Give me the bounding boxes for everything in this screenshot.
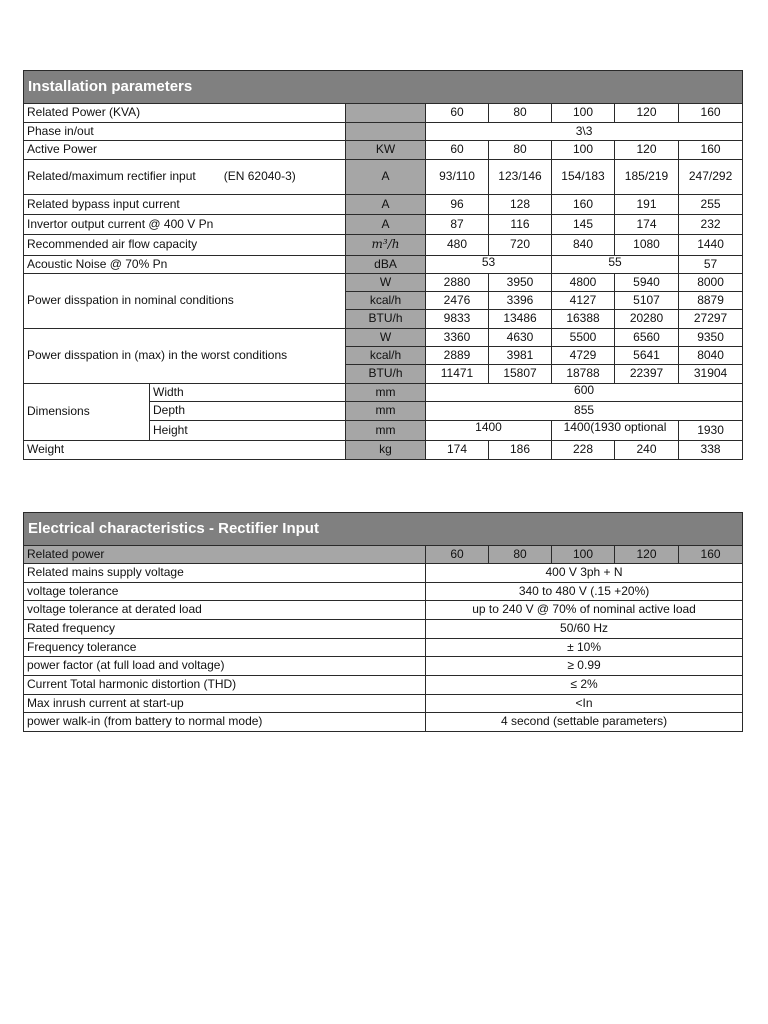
- unit-cell: mm: [346, 384, 426, 402]
- cell-value: 185/219: [615, 160, 679, 195]
- cell-value: 400 V 3ph + N: [426, 564, 743, 583]
- cell-value: 2880: [426, 274, 489, 292]
- cell-value: 720: [489, 235, 552, 256]
- cell-value: 160: [679, 104, 743, 123]
- cell-value: 174: [426, 441, 489, 460]
- unit-cell: W: [346, 274, 426, 292]
- row-label: power factor (at full load and voltage): [24, 657, 426, 676]
- cell-value: 120: [615, 546, 679, 564]
- table-row: [24, 601, 743, 620]
- unit-cell: mm: [346, 421, 426, 441]
- electrical-characteristics-table: [23, 512, 743, 732]
- row-label: Current Total harmonic distortion (THD): [24, 676, 426, 695]
- table-row: [24, 639, 743, 657]
- cell-value: 18788: [552, 365, 615, 384]
- bypass-current-row: [24, 195, 743, 215]
- related-power-row: [24, 104, 743, 123]
- cell-value: 4800: [552, 274, 615, 292]
- cell-value: 255: [679, 195, 743, 215]
- cell-value: 100: [552, 546, 615, 564]
- unit-cell: A: [346, 160, 426, 195]
- cell-value: 11471: [426, 365, 489, 384]
- table-row: [24, 620, 743, 639]
- table-row: [24, 676, 743, 695]
- cell-value: 6560: [615, 329, 679, 347]
- cell-value: 191: [615, 195, 679, 215]
- active-power-row: [24, 141, 743, 160]
- dimension-width-row: [24, 384, 743, 402]
- cell-value: ≥ 0.99: [426, 657, 743, 676]
- cell-value: 4127: [552, 292, 615, 310]
- row-label: Related mains supply voltage: [24, 564, 426, 583]
- cell-value: 1080: [615, 235, 679, 256]
- cell-value: 840: [552, 235, 615, 256]
- cell-value: ≤ 2%: [426, 676, 743, 695]
- cell-value: 96: [426, 195, 489, 215]
- cell-value: 80: [489, 546, 552, 564]
- cell-value: 3360: [426, 329, 489, 347]
- cell-value: 5500: [552, 329, 615, 347]
- electrical-characteristics-title: Electrical characteristics - Rectifier Input: [24, 513, 743, 546]
- noise-row: [24, 256, 743, 274]
- cell-value: 116: [489, 215, 552, 235]
- cell-value: 228: [552, 441, 615, 460]
- cell-value: 16388: [552, 310, 615, 329]
- row-label: voltage tolerance at derated load: [24, 601, 426, 620]
- cell-value: 31904: [679, 365, 743, 384]
- row-label: Dimensions: [24, 384, 150, 441]
- cell-value: 338: [679, 441, 743, 460]
- sub-label: Depth: [150, 402, 346, 421]
- cell-value: 60: [426, 141, 489, 160]
- cell-value: 128: [489, 195, 552, 215]
- cell-value: 3981: [489, 347, 552, 365]
- row-label: Phase in/out: [24, 123, 346, 141]
- cell-value: 8879: [679, 292, 743, 310]
- cell-value: 57: [679, 256, 743, 274]
- cell-value: 186: [489, 441, 552, 460]
- cell-value: 4630: [489, 329, 552, 347]
- row-label: Related Power (KVA): [24, 104, 346, 123]
- row-label: [24, 160, 346, 195]
- cell-value: 160: [552, 195, 615, 215]
- unit-cell: BTU/h: [346, 365, 426, 384]
- cell-value: 8000: [679, 274, 743, 292]
- unit-cell: kcal/h: [346, 347, 426, 365]
- cell-value: 600: [426, 384, 743, 402]
- cell-value: 93/110: [426, 160, 489, 195]
- row-label: Power disspation in nominal conditions: [24, 274, 346, 329]
- cell-value: 4 second (settable parameters): [426, 713, 743, 732]
- cell-value: 27297: [679, 310, 743, 329]
- cell-value: 240: [615, 441, 679, 460]
- row-label: Related power: [24, 546, 426, 564]
- table-row: [24, 583, 743, 601]
- installation-parameters-title: Installation parameters: [24, 71, 743, 104]
- sub-label: Width: [150, 384, 346, 402]
- cell-value: 2889: [426, 347, 489, 365]
- row-label: voltage tolerance: [24, 583, 426, 601]
- row-label: power walk-in (from battery to normal mode): [24, 713, 426, 732]
- cell-value: 5107: [615, 292, 679, 310]
- row-label: Related bypass input current: [24, 195, 346, 215]
- cell-value: 5940: [615, 274, 679, 292]
- unit-cell: KW: [346, 141, 426, 160]
- rectifier-input-label: Related/maximum rectifier input: [27, 169, 196, 184]
- cell-value: 123/146: [489, 160, 552, 195]
- cell-value: 3950: [489, 274, 552, 292]
- cell-value: 8040: [679, 347, 743, 365]
- invertor-current-row: [24, 215, 743, 235]
- cell-value: 3\3: [426, 123, 743, 141]
- rectifier-input-row: [24, 160, 743, 195]
- row-label: Rated frequency: [24, 620, 426, 639]
- cell-value: 120: [615, 104, 679, 123]
- cell-value: 55: [552, 256, 679, 274]
- related-power-row: [24, 546, 743, 564]
- row-label: Power disspation in (max) in the worst conditions: [24, 329, 346, 384]
- dissipation-nominal-w-row: [24, 274, 743, 292]
- cell-value: 2476: [426, 292, 489, 310]
- cell-value: 22397: [615, 365, 679, 384]
- table-row: [24, 713, 743, 732]
- row-label: Recommended air flow capacity: [24, 235, 346, 256]
- cell-value: 20280: [615, 310, 679, 329]
- unit-cell: W: [346, 329, 426, 347]
- cell-value: 340 to 480 V (.15 +20%): [426, 583, 743, 601]
- cell-value: 100: [552, 141, 615, 160]
- cell-value: 480: [426, 235, 489, 256]
- cell-value: 232: [679, 215, 743, 235]
- cell-value: ± 10%: [426, 639, 743, 657]
- unit-cell: A: [346, 195, 426, 215]
- dissipation-max-w-row: [24, 329, 743, 347]
- row-label: Acoustic Noise @ 70% Pn: [24, 256, 346, 274]
- standard-note: (EN 62040-3): [223, 169, 296, 184]
- installation-parameters-table: [23, 70, 743, 460]
- row-label: Active Power: [24, 141, 346, 160]
- unit-cell: kcal/h: [346, 292, 426, 310]
- row-label: Frequency tolerance: [24, 639, 426, 657]
- cell-value: 1440: [679, 235, 743, 256]
- row-label: Weight: [24, 441, 346, 460]
- cell-value: 3396: [489, 292, 552, 310]
- cell-value: 87: [426, 215, 489, 235]
- cell-value: 60: [426, 546, 489, 564]
- sub-label: Height: [150, 421, 346, 441]
- table-row: [24, 695, 743, 713]
- cell-value: 53: [426, 256, 552, 274]
- cell-value: 100: [552, 104, 615, 123]
- cell-value: <In: [426, 695, 743, 713]
- row-label: Max inrush current at start-up: [24, 695, 426, 713]
- cell-value: 80: [489, 141, 552, 160]
- unit-cell: kg: [346, 441, 426, 460]
- cell-value: 174: [615, 215, 679, 235]
- cell-value: 15807: [489, 365, 552, 384]
- cell-value: 160: [679, 546, 743, 564]
- cell-value: 50/60 Hz: [426, 620, 743, 639]
- row-label: Invertor output current @ 400 V Pn: [24, 215, 346, 235]
- cell-value: 5641: [615, 347, 679, 365]
- cell-value: 247/292: [679, 160, 743, 195]
- cell-value: 1400: [426, 421, 552, 441]
- cell-value: 145: [552, 215, 615, 235]
- cell-value: 13486: [489, 310, 552, 329]
- cell-value: 9833: [426, 310, 489, 329]
- table-row: [24, 564, 743, 583]
- unit-cell: A: [346, 215, 426, 235]
- cell-value: 120: [615, 141, 679, 160]
- unit-cell: m³/h: [346, 235, 426, 256]
- table-row: [24, 657, 743, 676]
- unit-cell: BTU/h: [346, 310, 426, 329]
- weight-row: [24, 441, 743, 460]
- phase-row: [24, 123, 743, 141]
- cell-value: 4729: [552, 347, 615, 365]
- unit-cell: dBA: [346, 256, 426, 274]
- cell-value: 1400(1930 optional: [552, 421, 679, 441]
- cell-value: 80: [489, 104, 552, 123]
- cell-value: 855: [426, 402, 743, 421]
- cell-value: 9350: [679, 329, 743, 347]
- cell-value: 60: [426, 104, 489, 123]
- cell-value: 1930: [679, 421, 743, 441]
- cell-value: 160: [679, 141, 743, 160]
- cell-value: up to 240 V @ 70% of nominal active load: [426, 601, 743, 620]
- air-flow-row: [24, 235, 743, 256]
- cell-value: 154/183: [552, 160, 615, 195]
- unit-cell: mm: [346, 402, 426, 421]
